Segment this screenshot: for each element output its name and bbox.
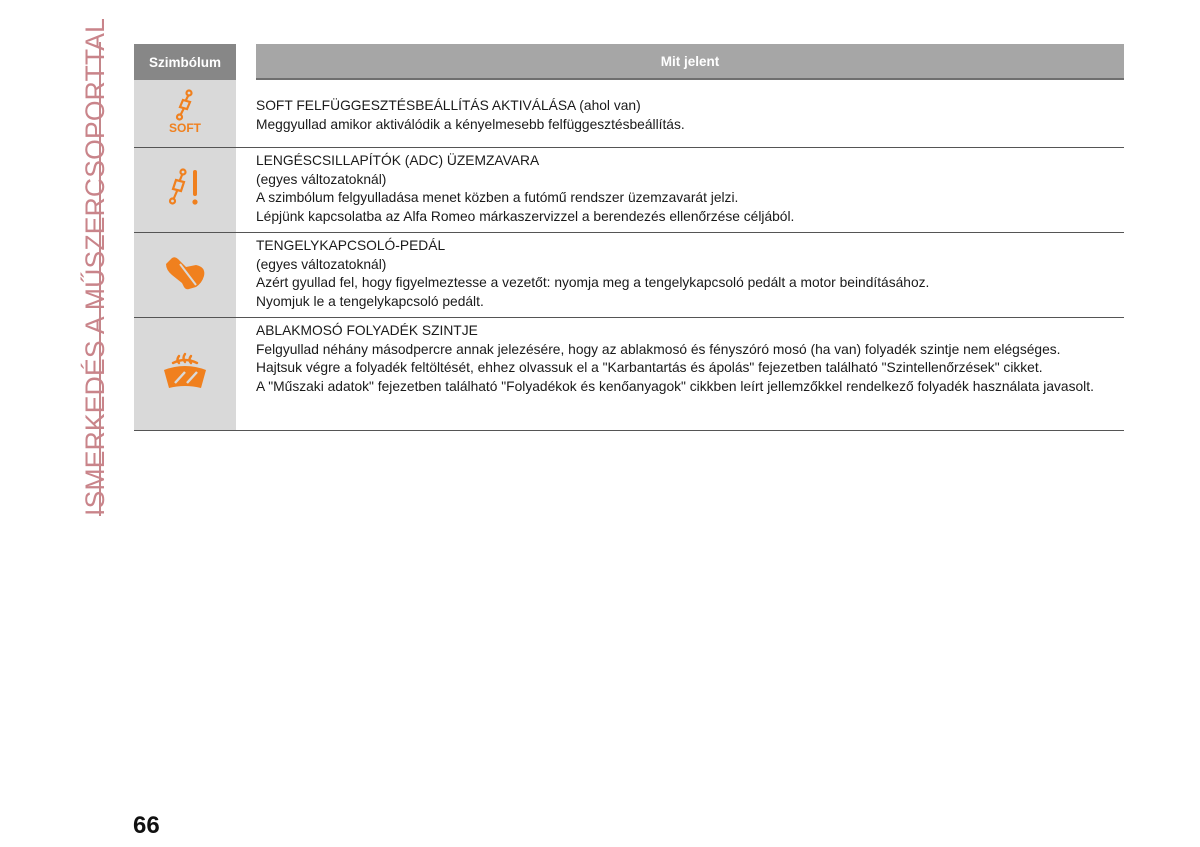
- row-title: ABLAKMOSÓ FOLYADÉK SZINTJE: [256, 323, 478, 338]
- chapter-side-title: [62, 17, 110, 516]
- symbol-cell: [134, 233, 236, 317]
- row-title: TENGELYKAPCSOLÓ-PEDÁL: [256, 238, 446, 253]
- side-title-text: ISMERKEDÉS A MŰSZERCSOPORTTAL: [80, 17, 110, 516]
- row-title: LENGÉSCSILLAPÍTÓK (ADC) ÜZEMZAVARA: [256, 153, 540, 168]
- clutch-pedal-icon: [162, 255, 208, 296]
- meaning-cell: [236, 80, 1124, 147]
- row-line: A "Műszaki adatok" fejezetben található "Folyadékok és kenőanyagok" cikkben leírt jellemzőkkel rendelkező folyadék használata javasolt.: [256, 378, 1094, 394]
- table-row: [134, 148, 1124, 233]
- page-number: 66: [133, 812, 160, 839]
- symbol-cell: [134, 148, 236, 232]
- soft-icon-label: SOFT: [169, 121, 201, 134]
- washer-fluid-icon: [161, 352, 209, 397]
- row-line: Lépjünk kapcsolatba az Alfa Romeo márkaszervizzel a berendezés ellenőrzése céljából.: [256, 208, 795, 224]
- symbol-table: [134, 44, 1124, 431]
- table-row: [134, 318, 1124, 431]
- row-title: SOFT FELFÜGGESZTÉSBEÁLLÍTÁS AKTIVÁLÁSA (ahol van): [256, 98, 641, 113]
- meaning-cell: [236, 318, 1124, 430]
- meaning-cell: [236, 233, 1124, 317]
- table-row: [134, 233, 1124, 318]
- soft-suspension-icon: [163, 88, 207, 139]
- row-line: (egyes változatoknál): [256, 256, 387, 272]
- table-row: [134, 80, 1124, 148]
- header-meaning: Mit jelent: [256, 44, 1124, 80]
- symbol-cell: [134, 318, 236, 430]
- table-header: [134, 44, 1124, 80]
- row-line: Nyomjuk le a tengelykapcsoló pedált.: [256, 293, 484, 309]
- header-symbol: Szimbólum: [134, 44, 236, 80]
- row-line: Felgyullad néhány másodpercre annak jelezésére, hogy az ablakmosó és fényszóró mosó (ha van) folyadék szintje nem elégséges.: [256, 341, 1061, 357]
- symbol-cell: [134, 80, 236, 147]
- row-line: (egyes változatoknál): [256, 171, 387, 187]
- row-line: Azért gyullad fel, hogy figyelmeztesse a vezetőt: nyomja meg a tengelykapcsoló pedált a motor beindításához.: [256, 275, 930, 290]
- damper-failure-icon: [165, 168, 205, 213]
- row-line: A szimbólum felgyulladása menet közben a futómű rendszer üzemzavarát jelzi.: [256, 190, 739, 205]
- row-line: Hajtsuk végre a folyadék feltöltését, ehhez olvassuk el a "Karbantartás és ápolás" fejezetben található "Szintellenőrzések" cikket.: [256, 360, 1043, 375]
- meaning-cell: [236, 148, 1124, 232]
- row-line: Meggyullad amikor aktiválódik a kényelmesebb felfüggesztésbeállítás.: [256, 116, 685, 132]
